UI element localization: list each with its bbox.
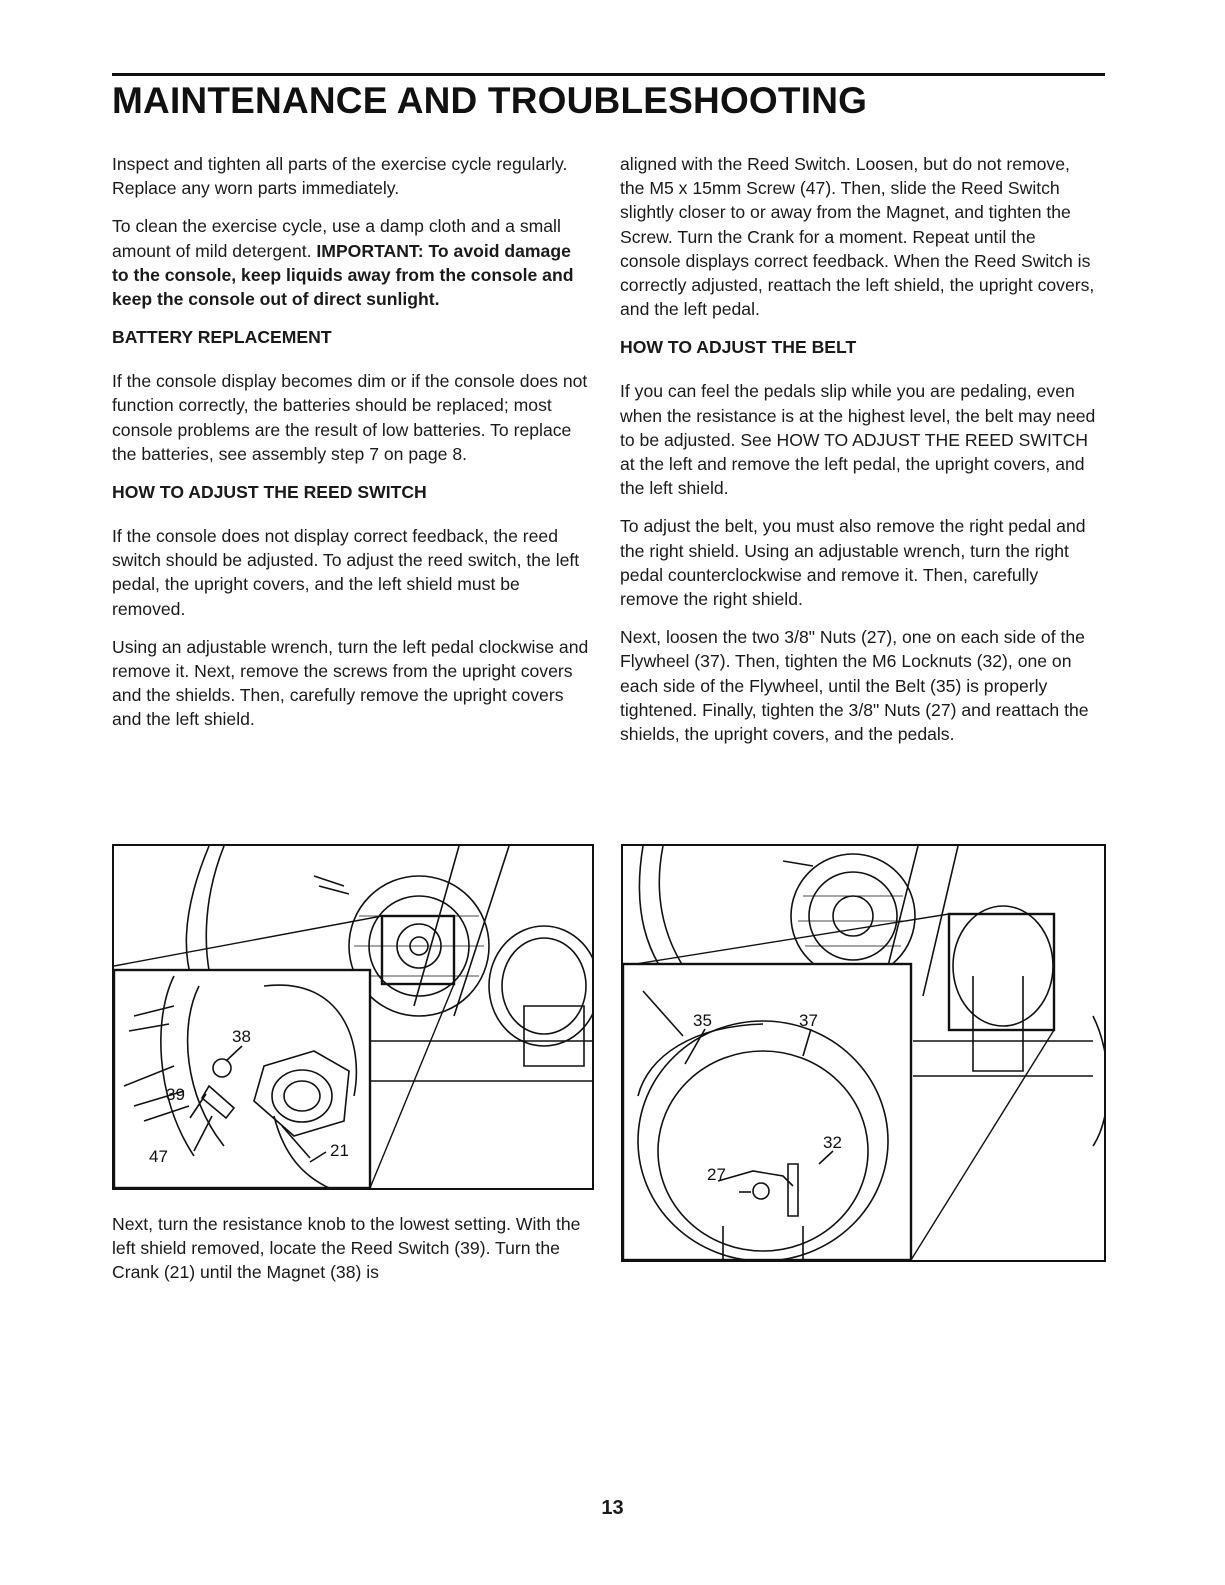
cleaning-warning: IMPORTANT: To avoid damage to the console, keep liquids away from the console and keep the console out of direct sunlight. xyxy=(112,240,574,310)
right-column xyxy=(620,152,1098,760)
belt-heading: HOW TO ADJUST THE BELT xyxy=(620,337,857,358)
callout-32: 32 xyxy=(823,1133,842,1152)
reed-heading: HOW TO ADJUST THE REED SWITCH xyxy=(112,482,427,503)
page-number: 13 xyxy=(601,1497,624,1519)
callout-37: 37 xyxy=(799,1011,818,1030)
inspect-paragraph: Inspect and tighten all parts of the exercise cycle regularly. Replace any worn parts immediately. xyxy=(112,154,568,199)
belt-figure xyxy=(621,844,1106,1262)
belt-paragraph-1: If you can feel the pedals slip while you are pedaling, even when the resistance is at the highest level, the belt may need to be adjusted. See HOW TO ADJUST THE REED SWITCH at the left and remove the left pedal, the upright covers, and the left shield. xyxy=(620,381,1096,499)
cleaning-text: To clean the exercise cycle, use a damp cloth and a small amount of mild detergent. xyxy=(112,216,561,261)
reed-switch-illustration xyxy=(114,846,592,1188)
left-column xyxy=(112,152,590,746)
battery-paragraph: If the console display becomes dim or if the console does not function correctly, the batteries should be replaced; most console problems are the result of low batteries. To replace the batteries, see assembly step 7 on page 8. xyxy=(112,371,588,464)
reed-paragraph-3: Next, turn the resistance knob to the lowest setting. With the left shield removed, locate the Reed Switch (39). Turn the Crank (21) until the Magnet (38) is xyxy=(112,1214,581,1283)
belt-illustration xyxy=(623,846,1104,1260)
callout-47: 47 xyxy=(149,1147,168,1166)
reed-paragraph-1: If the console does not display correct feedback, the reed switch should be adjusted. To adjust the reed switch, the left pedal, the upright covers, and the left shield must be removed. xyxy=(112,526,580,619)
belt-paragraph-2: To adjust the belt, you must also remove the right pedal and the right shield. Using an adjustable wrench, turn the right pedal counterclockwise and remove it. Then, carefully remove the right shield. xyxy=(620,516,1086,610)
left-column-continued xyxy=(112,1212,590,1285)
callout-27: 27 xyxy=(707,1165,726,1184)
battery-heading: BATTERY REPLACEMENT xyxy=(112,327,332,348)
callout-21: 21 xyxy=(330,1141,349,1160)
callout-35: 35 xyxy=(693,1011,712,1030)
page-title: MAINTENANCE AND TROUBLESHOOTING xyxy=(112,80,868,121)
cleaning-paragraph xyxy=(112,214,590,311)
reed-switch-figure xyxy=(112,844,594,1190)
callout-38: 38 xyxy=(232,1027,251,1046)
belt-paragraph-3: Next, loosen the two 3/8" Nuts (27), one on each side of the Flywheel (37). Then, tighten the M6 Locknuts (32), one on each side of the Flywheel, until the Belt (35) is properly tightened. Finally, tighten the 3/8" Nuts (27) and reattach the shields, the upright covers, and the pedals. xyxy=(620,627,1089,745)
callout-39: 39 xyxy=(166,1085,185,1104)
reed-paragraph-2: Using an adjustable wrench, turn the left pedal clockwise and remove it. Next, remove the screws from the upright covers and the shields. Then, carefully remove the upright covers and the left shield. xyxy=(112,636,589,730)
title-rule xyxy=(112,73,1105,76)
reed-continued-paragraph: aligned with the Reed Switch. Loosen, but do not remove, the M5 x 15mm Screw (47). Then, slide the Reed Switch slightly closer to or away from the Magnet, and tighten the Screw. Turn the Crank for a moment. Repeat until the console displays correct feedback. When the Reed Switch is correctly adjusted, reattach the left shield, the upright covers, and the left pedal. xyxy=(620,154,1095,320)
